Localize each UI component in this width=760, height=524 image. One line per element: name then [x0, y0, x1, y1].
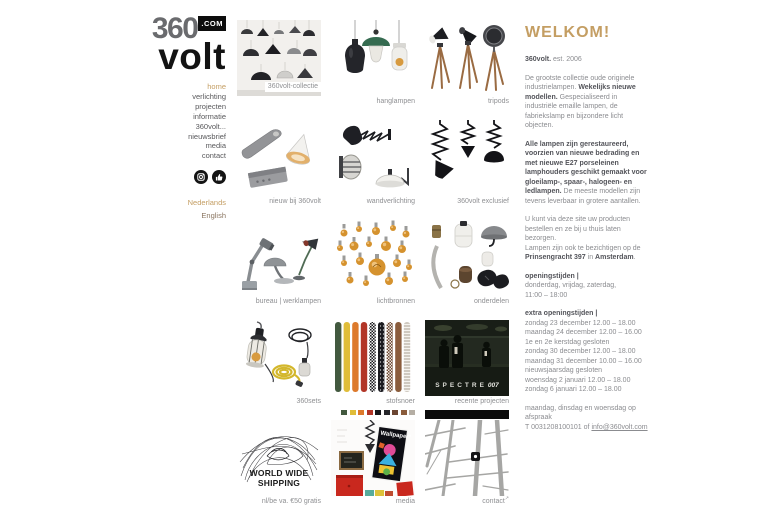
welcome-text-bold: 360volt. [525, 56, 552, 63]
svg-text:Wallpaper*: Wallpaper* [379, 430, 412, 441]
welcome-text-bold: Wekelijks nieuwe modellen. [525, 84, 636, 101]
grid-tile-contact[interactable] [425, 420, 509, 507]
nav-item-360volt[interactable]: 360volt... [195, 121, 226, 131]
tile-label-exclusief[interactable]: 360volt exclusief [457, 198, 509, 205]
welcome-text: woensdag 2 januari 12.00 – 18.00 [525, 376, 631, 384]
cord-swatch [384, 410, 390, 415]
welcome-text: donderdag, vrijdag, zaterdag, [525, 282, 617, 289]
welcome-text: De meeste modellen zijn tevens leverbaar in grotere aantallen. [525, 188, 641, 205]
nav-item-contact[interactable]: contact [201, 151, 226, 161]
grid-tile-media[interactable] [331, 420, 415, 507]
tile-label-sets[interactable]: 360sets [296, 398, 321, 405]
grid-tile-nieuw[interactable] [237, 120, 321, 207]
grid-tile-bureau[interactable] [237, 220, 321, 307]
welcome-text: maandag, dinsdag en woensdag op afspraak [525, 404, 636, 421]
welcome-column [525, 24, 651, 441]
logo-360-text: 360 [151, 12, 198, 45]
cord-swatch [341, 410, 347, 415]
projects-black-bar [425, 410, 509, 419]
tile-label-onderdelen[interactable]: onderdelen [473, 298, 509, 305]
welcome-text: in [585, 254, 596, 261]
tile-image-shipping [237, 420, 321, 496]
grid-tile-stofsnoer[interactable] [331, 320, 415, 407]
logo-volt-text: volt [158, 36, 226, 77]
cord-swatch [350, 410, 356, 415]
welcome-paragraph-4 [525, 215, 651, 263]
welcome-text: 11:00 – 18:00 [525, 291, 568, 299]
tile-image-wand [331, 120, 415, 196]
tile-label-wand[interactable]: wandverlichting [366, 198, 415, 205]
external-arrow-icon: ↗ [504, 495, 509, 502]
tile-image-hanglampen [331, 20, 415, 96]
main-nav [138, 82, 226, 161]
welcome-paragraph-1 [525, 55, 651, 65]
welcome-text-bold: Alle lampen zijn gerestaureerd, voorzien van nieuwe bedrading en met nieuwe E27 porseleinen lamphouders geschikt gemaakt voor gloeilamp-, spaar-, halogeen- en ledlampen. [525, 140, 647, 195]
welcome-text: maandag 31 december 10.00 – 16.00 [525, 357, 642, 365]
cord-swatch [358, 410, 364, 415]
welcome-text: 1e en 2e kerstdag gesloten [525, 338, 610, 346]
welcome-text: Gespecialiseerd in industriële emaille lampen, de fabriekslamp en bijzondere licht objecten. [525, 93, 624, 129]
tile-label-hanglampen[interactable]: hanglampen [376, 98, 415, 105]
site-logo[interactable] [138, 12, 226, 77]
tile-label-shipping[interactable]: nl/be va. €50 gratis [261, 498, 321, 505]
language-switcher [138, 197, 226, 222]
logo-com-badge: .COM [198, 16, 226, 31]
instagram-icon[interactable] [194, 170, 208, 184]
tile-image-contact [425, 420, 509, 496]
welcome-body [525, 55, 651, 432]
welcome-text-bold: extra openingstijden | [525, 310, 598, 317]
nav-item-informatie[interactable]: informatie [193, 111, 226, 121]
language-link-en[interactable]: English [201, 210, 226, 220]
cord-swatch [401, 410, 407, 415]
grid-tile-tripods[interactable] [425, 20, 509, 107]
sidebar [138, 12, 226, 222]
tile-image-licht [331, 220, 415, 296]
tile-image-stofsnoer [331, 320, 415, 396]
grid-tile-exclusief[interactable] [425, 120, 509, 207]
grid-tile-onderdelen[interactable] [425, 220, 509, 307]
language-link-nl[interactable]: Nederlands [187, 198, 226, 208]
tile-image-bureau [237, 220, 321, 296]
welcome-text: U kunt via deze site uw producten bestellen en ze bij u thuis laten bezorgen. [525, 216, 631, 242]
cord-swatch [392, 410, 398, 415]
tile-image-collectie [237, 20, 321, 96]
welcome-text: maandag 24 december 12.00 – 16.00 [525, 329, 642, 336]
welcome-title: WELKOM! [525, 24, 611, 41]
social-links [138, 170, 226, 184]
tile-image-projecten [425, 320, 509, 396]
nav-item-media[interactable]: media [205, 141, 226, 151]
tile-image-exclusief [425, 120, 509, 196]
tile-image-onderdelen [425, 220, 509, 296]
cord-swatch [375, 410, 381, 415]
tile-label-contact[interactable]: contact↗ [482, 495, 509, 505]
welcome-text-bold: openingstijden | [525, 272, 579, 280]
grid-tile-collectie[interactable] [237, 20, 321, 107]
welcome-paragraph-6 [525, 309, 651, 395]
welcome-paragraph-5 [525, 272, 651, 301]
welcome-text: . [633, 254, 636, 261]
tile-label-media[interactable]: media [395, 498, 415, 505]
welcome-text: zondag 6 januari 12.00 – 18.00 [525, 386, 622, 393]
tile-label-nieuw[interactable]: nieuw bij 360volt [269, 198, 321, 205]
tile-label-tripods[interactable]: tripods [487, 98, 509, 105]
spectre-title-overlay: SPECTRE007 [435, 382, 499, 389]
tile-image-nieuw [237, 120, 321, 196]
email-link[interactable]: info@360volt.com [591, 423, 648, 431]
tile-label-collectie[interactable]: 360volt-collectie [265, 82, 321, 92]
facebook-icon[interactable] [212, 170, 226, 184]
tile-label-licht[interactable]: lichtbronnen [376, 298, 415, 305]
shipping-banner-text: WORLD WIDE SHIPPING [249, 468, 309, 488]
welcome-text: nieuwsjaarsdag gesloten [525, 367, 603, 374]
tile-image-tripods [425, 20, 509, 96]
welcome-text: Lampen zijn ook te bezichtigen op de [525, 244, 641, 252]
tile-image-sets [237, 320, 321, 396]
grid-tile-hanglampen[interactable] [331, 20, 415, 107]
welcome-text: zondag 30 december 12.00 – 18.00 [525, 348, 636, 355]
welcome-text-bold: Prinsengracht 397 [525, 254, 586, 261]
tile-label-projecten[interactable]: recente projecten [454, 398, 509, 405]
grid-tile-licht[interactable] [331, 220, 415, 307]
tile-image-media [331, 420, 415, 496]
grid-tile-shipping[interactable] [237, 420, 321, 507]
welcome-text: est. 2006 [551, 56, 582, 63]
welcome-text: De grootste collectie oude originele industrielampen. [525, 74, 635, 91]
welcome-text: zondag 23 december 12.00 – 18.00 [525, 319, 636, 327]
welcome-paragraph-7 [525, 404, 651, 433]
nav-item-verlichting[interactable]: verlichting [192, 91, 226, 101]
grid-tile-wand[interactable] [331, 120, 415, 207]
welcome-text-bold: Amsterdam [595, 254, 634, 261]
nav-item-nieuwsbrief[interactable]: nieuwsbrief [188, 131, 226, 141]
tile-label-stofsnoer[interactable]: stofsnoer [386, 398, 415, 405]
welcome-text: T 0031208100101 of [525, 423, 592, 431]
tile-label-bureau[interactable]: bureau | werklampen [255, 298, 321, 305]
category-grid [237, 20, 509, 520]
cord-swatch [409, 410, 415, 415]
cord-color-swatches [331, 410, 415, 415]
grid-tile-projecten[interactable] [425, 320, 509, 407]
nav-item-home[interactable]: home [207, 82, 226, 91]
cord-swatch [367, 410, 373, 415]
welcome-paragraph-3 [525, 140, 651, 207]
nav-item-projecten[interactable]: projecten [195, 101, 226, 111]
welcome-paragraph-2 [525, 74, 651, 131]
grid-tile-sets[interactable] [237, 320, 321, 407]
